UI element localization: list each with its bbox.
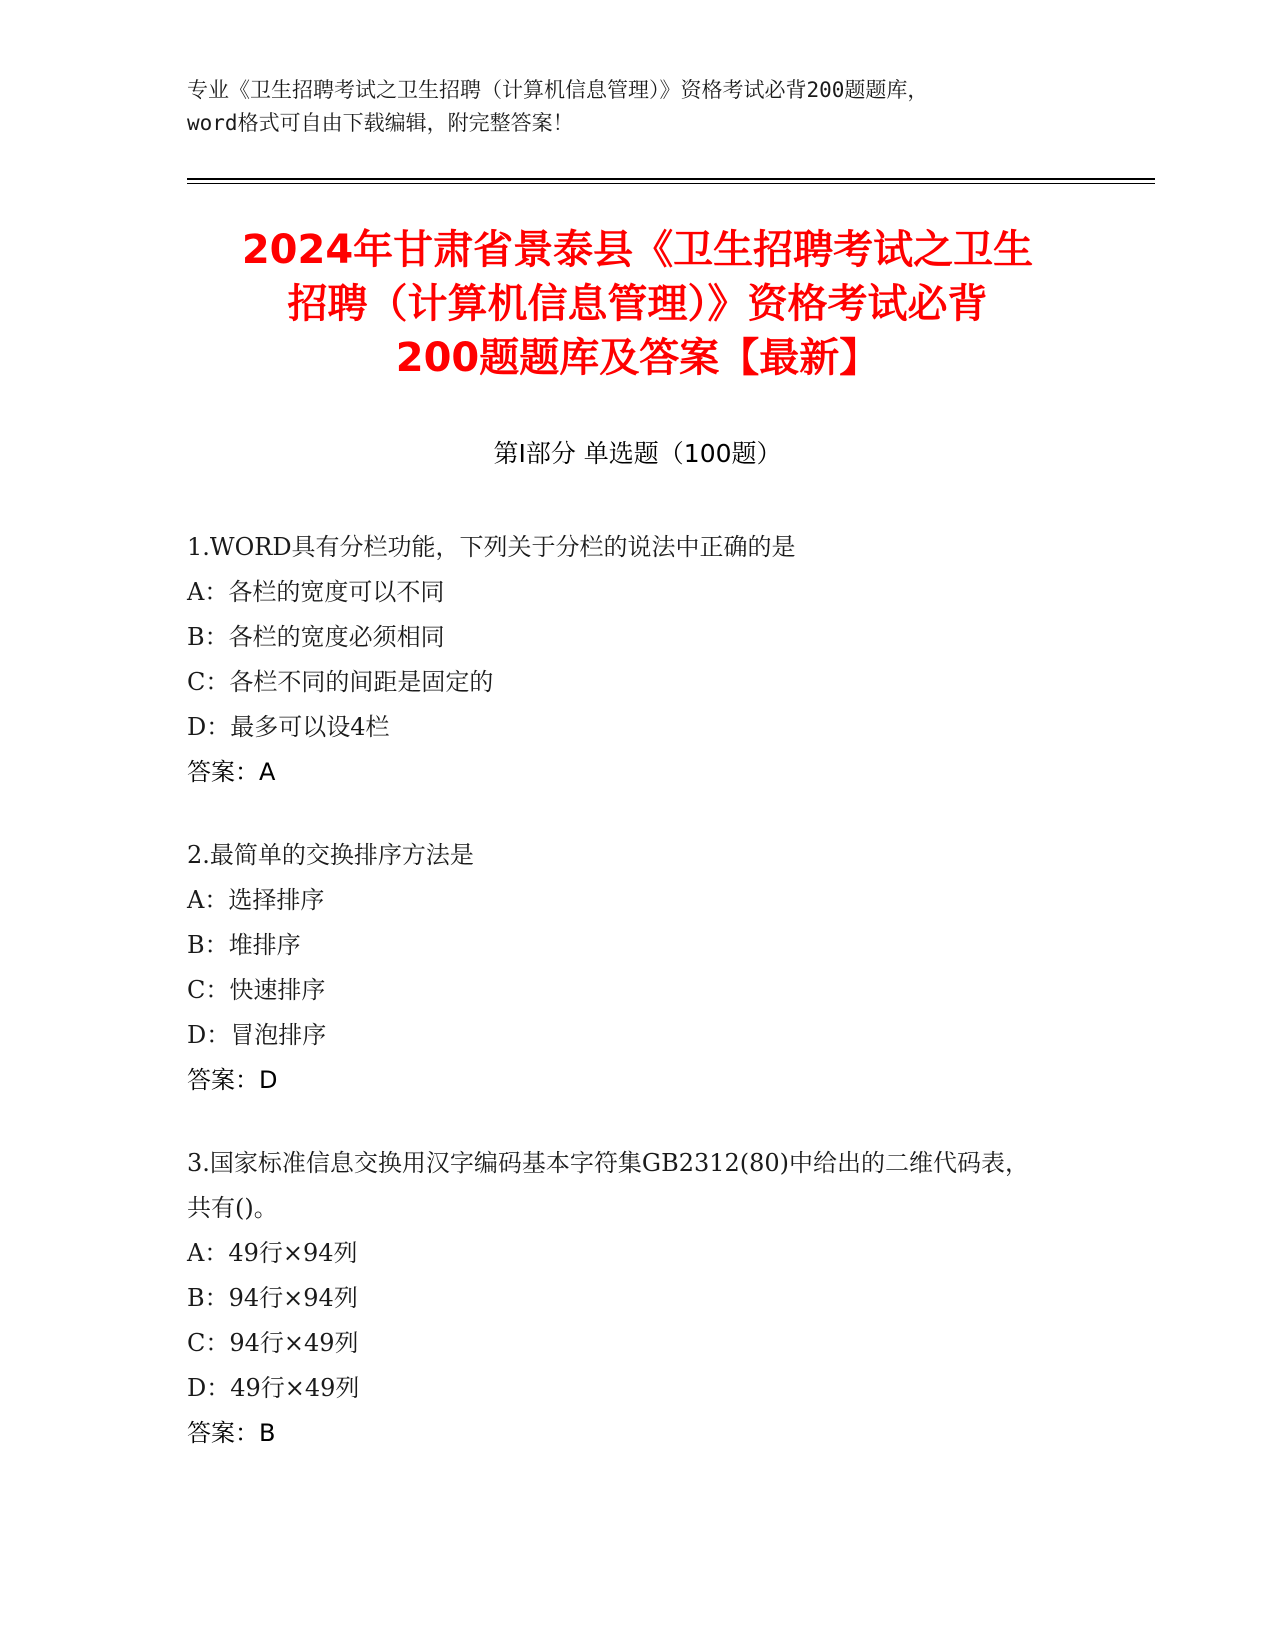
question-stem: 3.国家标准信息交换用汉字编码基本字符集GB2312(80)中给出的二维代码表，共有()。 [187, 1149, 1030, 1222]
option-d: D：最多可以设4栏 [187, 713, 390, 741]
header-rule-thin [187, 183, 1155, 184]
section-title: 第Ⅰ部分 单选题（100题） [493, 439, 782, 468]
question-1 [187, 525, 1087, 795]
document-title [150, 223, 1125, 385]
option-d: D：冒泡排序 [187, 1021, 327, 1049]
option-c: C：各栏不同的间距是固定的 [187, 668, 494, 696]
document-title-line3: 200题题库及答案【最新】 [395, 335, 880, 381]
question-list [187, 525, 1087, 1494]
option-b: B：各栏的宽度必须相同 [187, 623, 445, 651]
option-b: B：堆排序 [187, 931, 301, 959]
header-rule-thick [187, 178, 1155, 180]
answer-text: 答案：A [187, 758, 276, 786]
document-title-line1: 2024年甘肃省景泰县《卫生招聘考试之卫生 [241, 227, 1034, 273]
option-c: C：94行×49列 [187, 1329, 359, 1357]
option-d: D：49行×49列 [187, 1374, 360, 1402]
question-stem: 1.WORD具有分栏功能，下列关于分栏的说法中正确的是 [187, 533, 796, 561]
answer-text: 答案：D [187, 1066, 278, 1094]
header-note [187, 74, 1087, 140]
option-c: C：快速排序 [187, 976, 326, 1004]
option-a: A：49行×94列 [187, 1239, 358, 1267]
header-note-line2: word格式可自由下载编辑，附完整答案！ [187, 111, 574, 135]
question-3 [187, 1141, 1087, 1456]
header-note-line1: 专业《卫生招聘考试之卫生招聘（计算机信息管理）》资格考试必背200题题库， [187, 78, 929, 102]
answer-text: 答案：B [187, 1419, 276, 1447]
document-title-line2: 招聘（计算机信息管理）》资格考试必背 [287, 281, 988, 327]
option-b: B：94行×94列 [187, 1284, 358, 1312]
option-a: A：各栏的宽度可以不同 [187, 578, 445, 606]
question-2 [187, 833, 1087, 1103]
option-a: A：选择排序 [187, 886, 325, 914]
question-stem: 2.最简单的交换排序方法是 [187, 841, 474, 869]
